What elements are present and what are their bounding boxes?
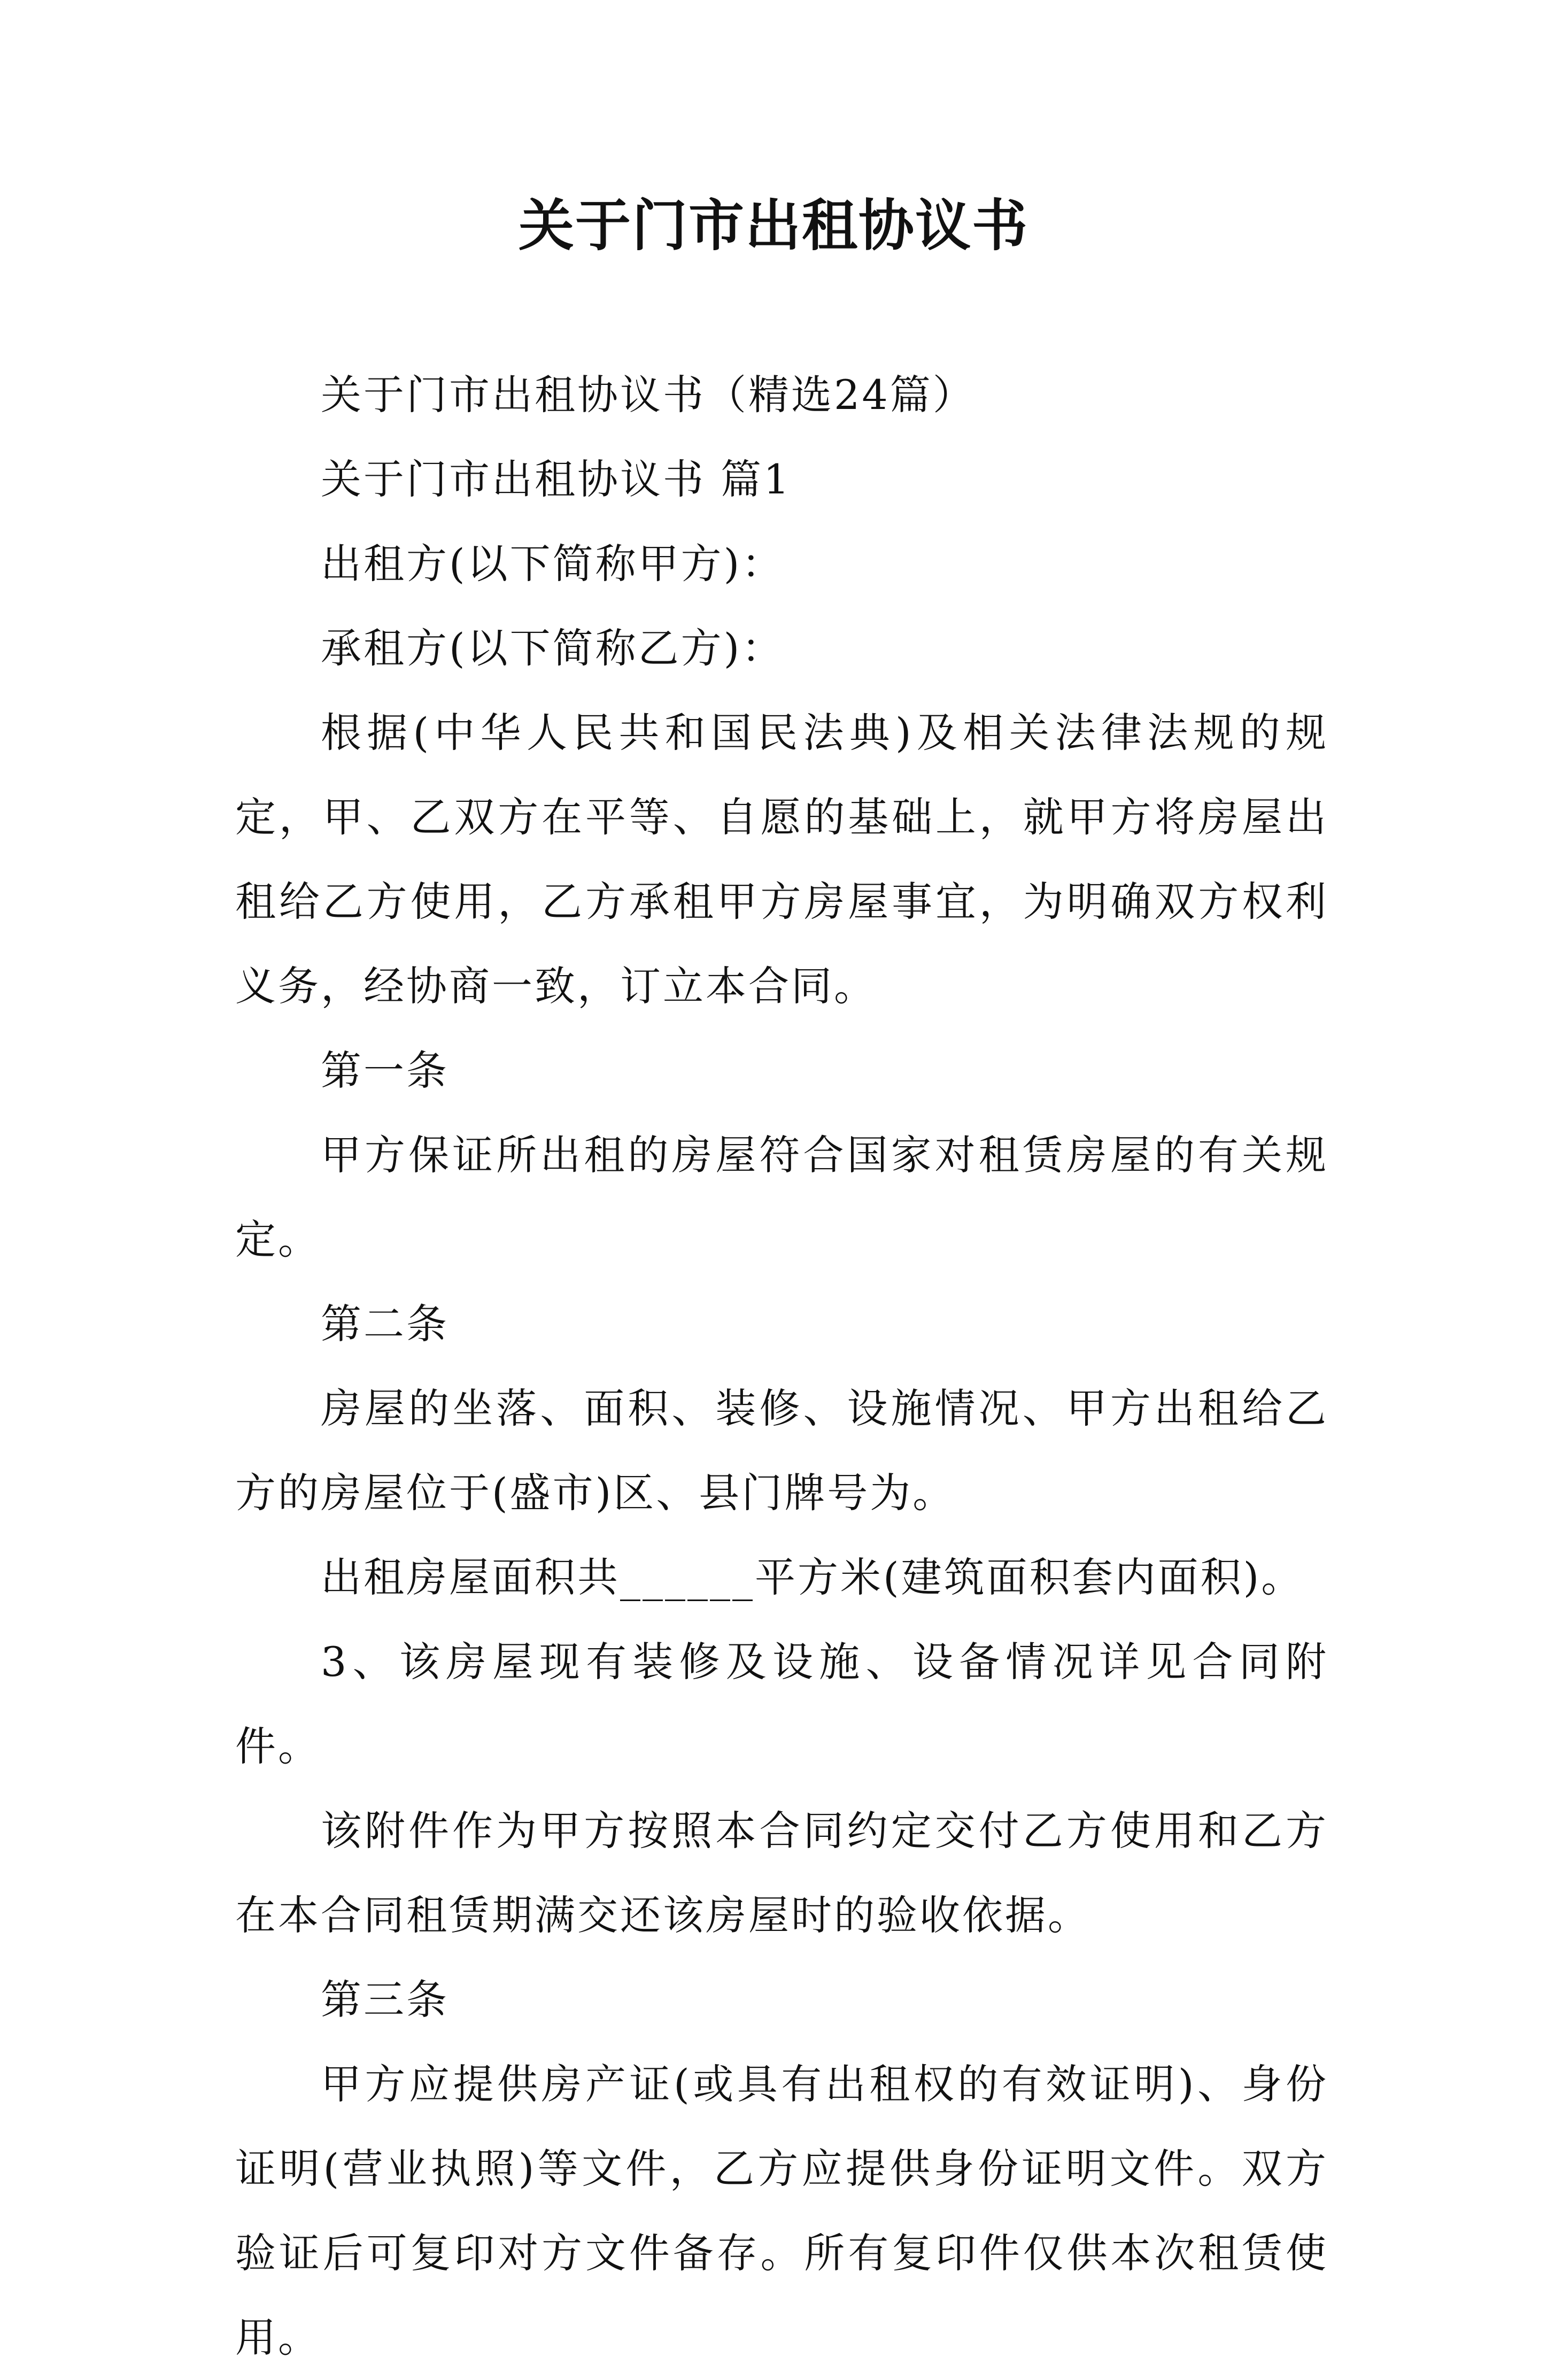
article-paragraph: 甲方保证所出租的房屋符合国家对租赁房屋的有关规定。 [235,1131,1328,1263]
article-paragraph: 房屋的坐落、面积、装修、设施情况、甲方出租给乙方的房屋位于(盛市)区、县门牌号为。 [235,1385,1328,1517]
article-paragraph: 出租房屋面积共______平方米(建筑面积套内面积)。 [321,1554,1304,1601]
subtitle-chapter: 关于门市出租协议书 篇1 [321,455,792,503]
preamble-paragraph: 根据(中华人民共和国民法典)及相关法律法规的规定，甲、乙双方在平等、自愿的基础上，就甲方将房屋出租给乙方使用，乙方承租甲方房屋事宜，为明确双方权利义务，经协商一致，订立本合同。 [235,709,1328,1010]
article-paragraph: 甲方应提供房产证(或具有出租权的有效证明)、身份证明(营业执照)等文件，乙方应提供身份证明文件。双方验证后可复印对方文件备存。所有复印件仅供本次租赁使用。 [235,2060,1328,2361]
subtitle-collection: 关于门市出租协议书（精选24篇） [321,371,976,419]
document-body [235,353,1328,2380]
article-heading: 第一条 [321,1047,449,1094]
document-title: 关于门市出租协议书 [518,192,1028,258]
lessee-line: 承租方(以下简称乙方)： [321,624,785,672]
article-paragraph: 该附件作为甲方按照本合同约定交付乙方使用和乙方在本合同租赁期满交还该房屋时的验收依据。 [235,1807,1328,1939]
article-heading: 第三条 [321,1976,449,2023]
lessor-line: 出租方(以下简称甲方)： [321,540,785,588]
article-heading: 第二条 [321,1300,449,1348]
article-paragraph: 3、该房屋现有装修及设施、设备情况详见合同附件。 [235,1638,1328,1770]
